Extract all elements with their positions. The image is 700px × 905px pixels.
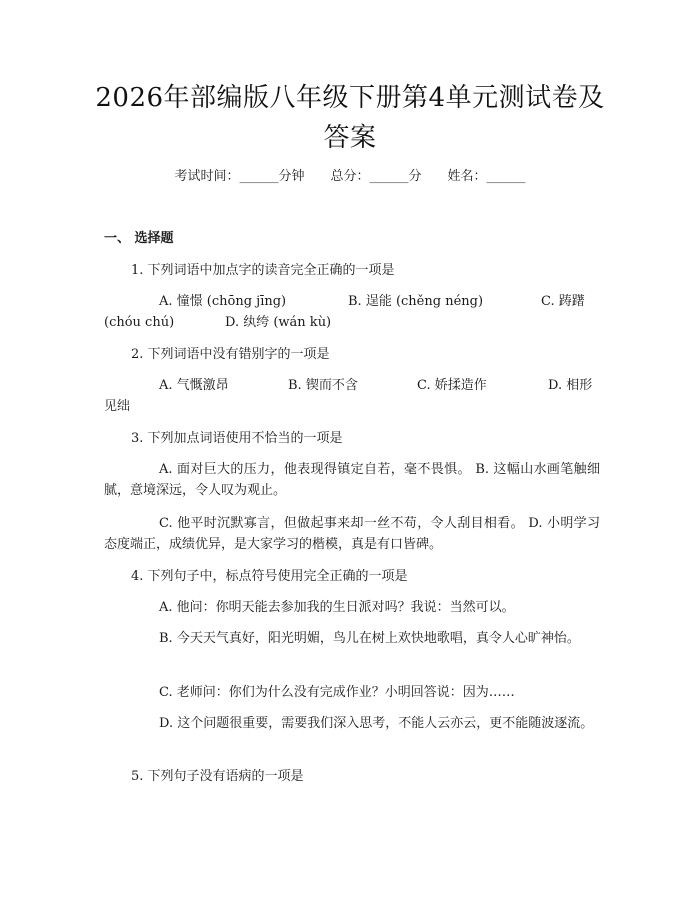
score-unit: 分 bbox=[408, 169, 422, 184]
question-3-options-cd: C. 他平时沉默寡言，但做起事来却一丝不苟，令人刮目相看。 D. 小明学习态度端正，成绩优异，是大家学习的楷模，真是有口皆碑。 bbox=[104, 516, 600, 552]
question-2-option-a: A. 气慨激昂 bbox=[159, 378, 229, 393]
question-3-options-ab: A. 面对巨大的压力，他表现得镇定自若，毫不畏惧。 B. 这幅山水画笔触细腻，意境深远，令人叹为观止。 bbox=[104, 462, 600, 498]
question-1-option-c-cont: (chóu chú) bbox=[104, 315, 175, 330]
exam-info bbox=[0, 167, 700, 187]
page-title bbox=[90, 78, 610, 158]
time-unit: 分钟 bbox=[278, 169, 305, 184]
question-2-stem: 2. 下列词语中没有错别字的一项是 bbox=[131, 347, 330, 362]
question-2-option-b: B. 锲而不含 bbox=[288, 378, 358, 393]
question-1-option-a: A. 憧憬 (chōng jīng) bbox=[159, 294, 287, 309]
question-4-option-b: B. 今天天气真好，阳光明媚，鸟儿在树上欢快地歌唱，真令人心旷神怡。 bbox=[159, 631, 580, 646]
question-1-option-c: C. 踌躇 bbox=[541, 294, 585, 309]
question-2-option-d-cont: 见绌 bbox=[104, 399, 131, 414]
name-blank: ______ bbox=[486, 169, 526, 184]
question-4-stem: 4. 下列句子中，标点符号使用完全正确的一项是 bbox=[131, 569, 408, 584]
question-2-option-d: D. 相形 bbox=[548, 378, 593, 393]
score-blank: ______ bbox=[369, 169, 409, 184]
title-line-2: 答案 bbox=[323, 123, 377, 153]
question-1-option-b: B. 逞能 (chěng néng) bbox=[348, 294, 484, 309]
question-1-option-d: D. 纨绔 (wán kù) bbox=[225, 315, 332, 330]
name-label: 姓名： bbox=[447, 169, 487, 184]
score-label: 总分： bbox=[330, 169, 370, 184]
time-blank: ______ bbox=[239, 169, 279, 184]
question-3-stem: 3. 下列加点词语使用不恰当的一项是 bbox=[131, 431, 343, 446]
time-label: 考试时间： bbox=[174, 169, 240, 184]
question-4-option-a: A. 他问：你明天能去参加我的生日派对吗？我说：当然可以。 bbox=[159, 600, 515, 615]
question-2-option-c: C. 娇揉造作 bbox=[417, 378, 487, 393]
section-heading: 一、 选择题 bbox=[104, 231, 174, 246]
question-4-option-c: C. 老师问：你们为什么没有完成作业？小明回答说：因为…… bbox=[159, 685, 515, 700]
question-5-stem: 5. 下列句子没有语病的一项是 bbox=[131, 769, 304, 784]
title-line-1: 2026年部编版八年级下册第4单元测试卷及 bbox=[95, 83, 605, 113]
question-4-option-d: D. 这个问题很重要，需要我们深入思考，不能人云亦云，更不能随波逐流。 bbox=[159, 716, 594, 731]
question-1-stem: 1. 下列词语中加点字的读音完全正确的一项是 bbox=[131, 263, 395, 278]
